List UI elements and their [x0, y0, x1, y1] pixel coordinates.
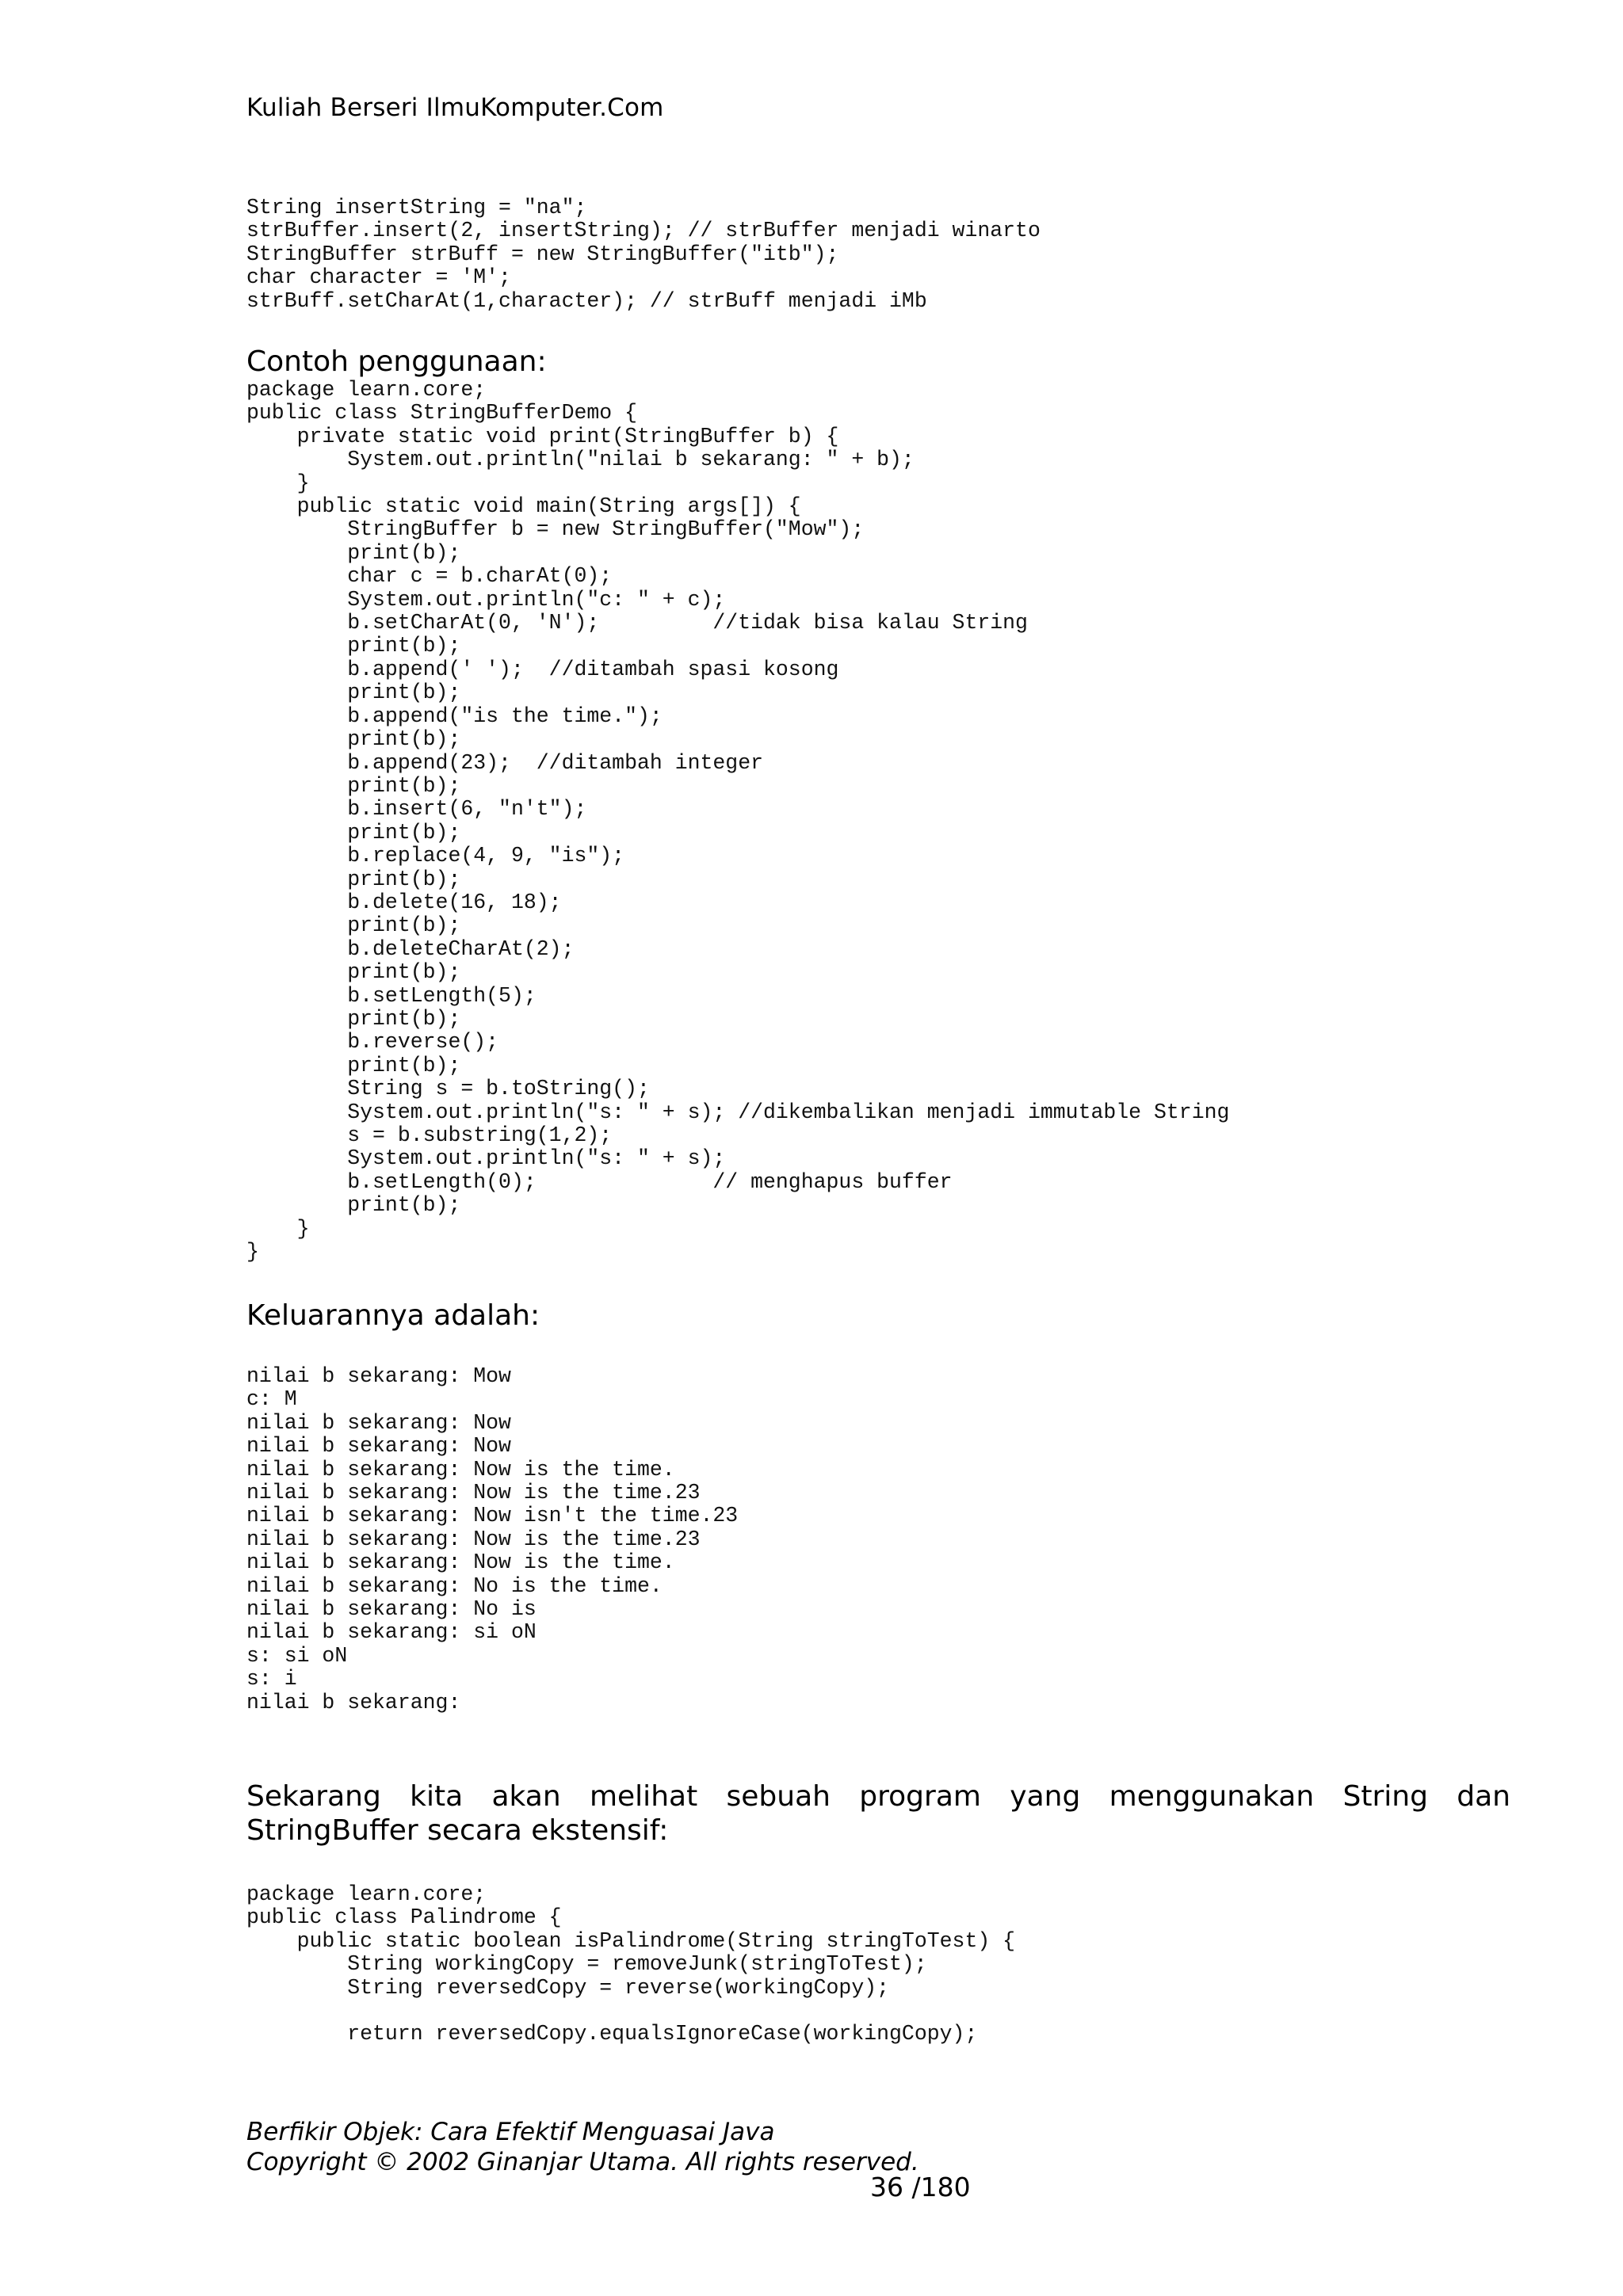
intro-paragraph: Sekarang kita akan melihat sebuah program yang menggunakan String dan StringBuffer secara ekstensif:	[246, 1780, 1510, 1847]
page-header: Kuliah Berseri IlmuKomputer.Com	[246, 93, 664, 122]
heading-example: Contoh penggunaan:	[246, 345, 547, 378]
heading-output: Keluarannya adalah:	[246, 1299, 540, 1332]
code-palindrome: package learn.core; public class Palindrome { public static boolean isPalindrome(String stringToTest) { String workingCopy = removeJunk(stringToTest); String reversedCopy = reverse(workingCopy); return reversedCopy.equalsIgnoreCase(workingCopy);	[246, 1882, 1016, 2046]
footer-copyright: Copyright © 2002 Ginanjar Utama. All rights reserved.	[246, 2148, 919, 2176]
footer-book-title: Berfikir Objek: Cara Efektif Menguasai Java	[246, 2118, 775, 2146]
code-stringbufferdemo: package learn.core; public class StringBufferDemo { private static void print(StringBuffer b) { System.out.println("nilai b sekarang: " + b); } public static void main(String args[]) { StringBuffer b = new StringBuffer("Mow"); print(b); char c = b.charAt(0); System.out.println("c: " + c); b.setCharAt(0, 'N'); //tidak bisa kalau String print(b); b.append(' '); //ditambah spasi kosong print(b); b.append("is the time."); print(b); b.append(23); //ditambah integer print(b); b.insert(6, "n't"); print(b); b.replace(4, 9, "is"); print(b); b.delete(16, 18); print(b); b.deleteCharAt(2); print(b); b.setLength(5); print(b); b.reverse(); print(b); String s = b.toString(); System.out.println("s: " + s); //dikembalikan menjadi immutable String s = b.substring(1,2); System.out.println("s: " + s); b.setLength(0); // menghapus buffer print(b); } }	[246, 378, 1230, 1264]
program-output: nilai b sekarang: Mow c: M nilai b sekarang: Now nilai b sekarang: Now nilai b sekarang: Now is the time. nilai b sekarang: Now is the time.23 nilai b sekarang: Now isn't the time.23 nilai b sekarang: Now is the time.23 nilai b sekarang: Now is the time. nilai b sekarang: No is the time. nilai b sekarang: No is nilai b sekarang: si oN s: si oN s: i nilai b sekarang:	[246, 1364, 739, 1714]
code-snippet-insert: String insertString = "na"; strBuffer.insert(2, insertString); // strBuffer menjadi winarto StringBuffer strBuff = new StringBuffer("itb"); char character = 'M'; strBuff.setCharAt(1,character); // strBuff menjadi iMb	[246, 196, 1041, 313]
page-number: 36 /180	[870, 2172, 971, 2203]
